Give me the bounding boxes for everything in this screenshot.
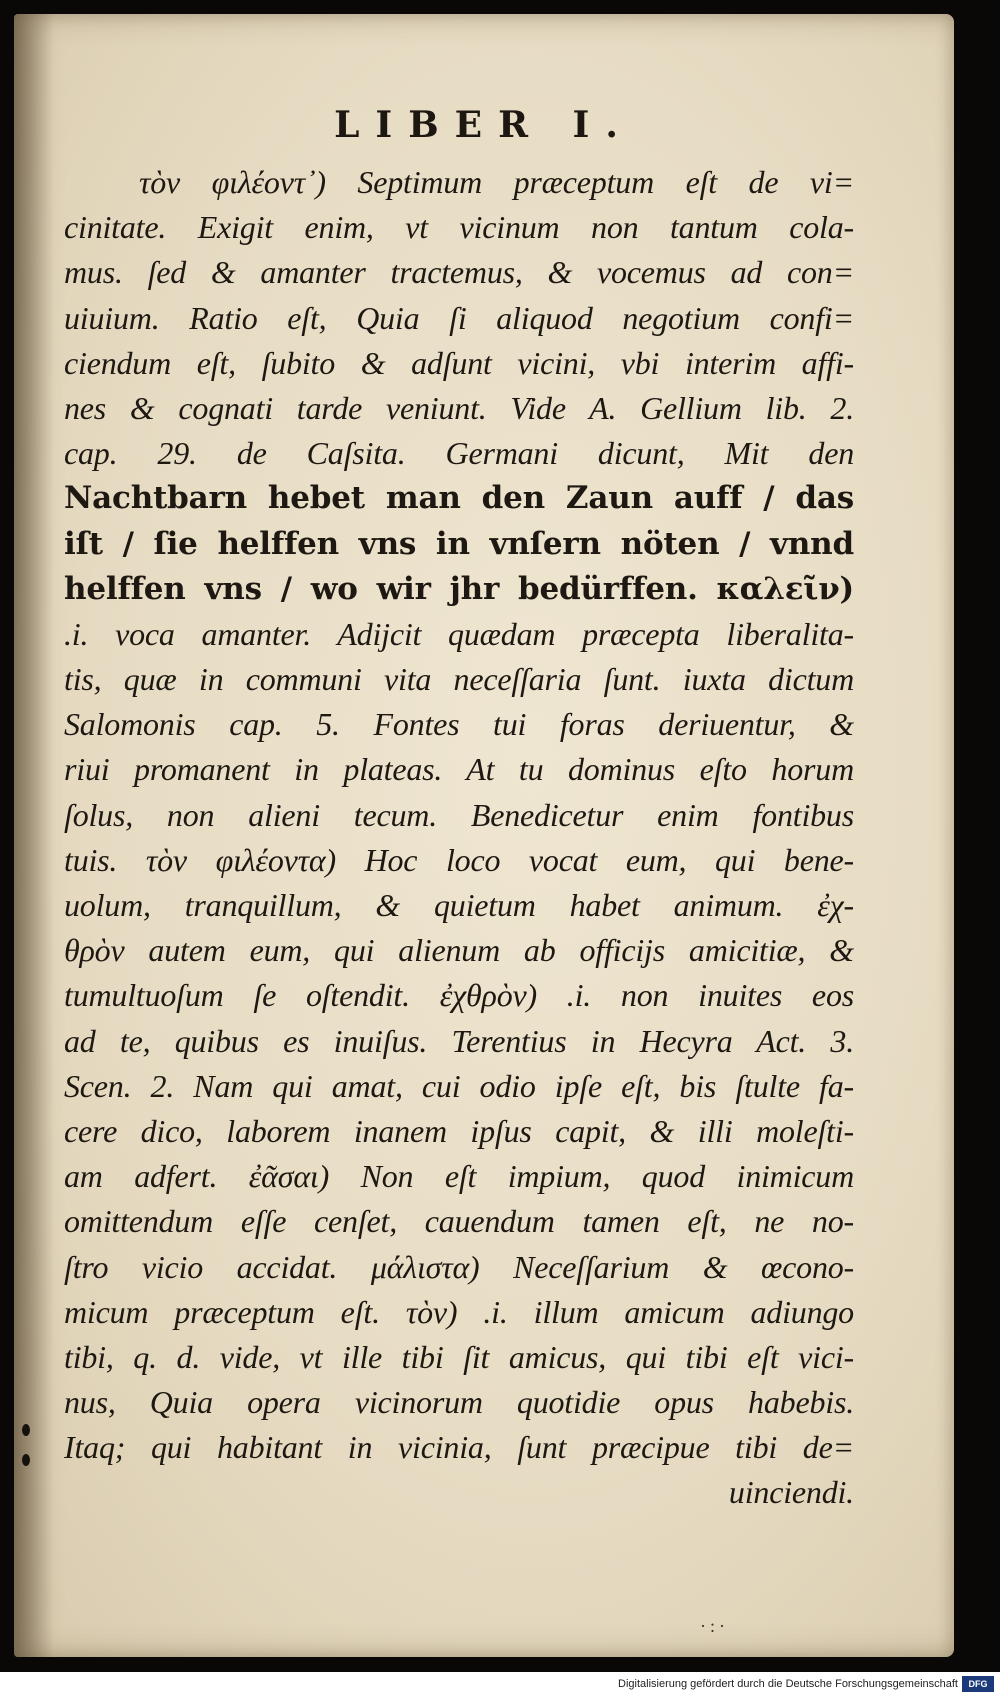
text-line: nes & cognati tarde veniunt. Vide A. Gellium lib. 2. xyxy=(64,389,854,426)
text-line: Nachtbarn hebet man den Zaun auff / das xyxy=(64,480,854,517)
text-line: tumultuoſum ſe oſtendit. ἐχθρὸν) .i. non inuites eos xyxy=(64,977,854,1014)
text-line: helffen vns / wo wir jhr bedürffen. καλεῖν) xyxy=(64,570,854,607)
dfg-logo: DFG xyxy=(962,1676,994,1692)
text-line: Scen. 2. Nam qui amat, cui odio ipſe eſt, bis ſtulte fa- xyxy=(64,1067,854,1104)
body-text xyxy=(64,160,854,1516)
text-line: uiuium. Ratio eſt, Quia ſi aliquod negotium confi= xyxy=(64,299,854,336)
footer-bar xyxy=(0,1672,1000,1697)
footer-credit: Digitalisierung gefördert durch die Deutsche Forschungsgemeinschaft xyxy=(618,1678,958,1690)
text-line: .i. voca amanter. Adijcit quædam præcepta liberalita- xyxy=(64,615,854,652)
gutter-shadow xyxy=(14,14,54,1657)
text-line: cinitate. Exigit enim, vt vicinum non tantum cola- xyxy=(64,209,854,246)
text-line: θρὸν autem eum, qui alienum ab officijs amicitiæ, & xyxy=(64,932,854,969)
text-line: riui promanent in plateas. At tu dominus eſto horum xyxy=(64,751,854,788)
text-line: cere dico, laborem inanem ipſus capit, & illi moleſti- xyxy=(64,1112,854,1149)
text-line: uinciendi. xyxy=(728,1474,854,1511)
text-line: mus. ſed & amanter tractemus, & vocemus ad con= xyxy=(64,254,854,291)
text-line: am adfert. ἐᾶσαι) Non eſt impium, quod inimicum xyxy=(64,1158,854,1195)
book-page xyxy=(14,14,954,1657)
text-line: tuis. τὸν φιλέοντα) Hoc loco vocat eum, qui bene- xyxy=(64,841,854,878)
text-line: τὸν φιλέοντ᾽) Septimum præceptum eſt de vi= xyxy=(139,164,854,200)
text-line: omittendum eſſe cenſet, cauendum tamen eſt, ne no- xyxy=(64,1203,854,1240)
text-line: ciendum eſt, ſubito & adſunt vicini, vbi interim affi- xyxy=(64,344,854,381)
text-line: uolum, tranquillum, & quietum habet animum. ἐχ- xyxy=(64,887,854,923)
text-line: tis, quæ in communi vita neceſſaria ſunt. iuxta dictum xyxy=(64,661,854,698)
text-line: Itaq; qui habitant in vicinia, ſunt præcipue tibi de= xyxy=(64,1429,854,1466)
text-line: micum præceptum eſt. τὸν) .i. illum amicum adiungo xyxy=(64,1293,854,1330)
text-line: ad te, quibus es inuiſus. Terentius in Hecyra Act. 3. xyxy=(64,1022,854,1059)
text-line: tibi, q. d. vide, vt ille tibi ſit amicus, qui tibi eſt vici- xyxy=(64,1338,854,1375)
signature-mark: ·:· xyxy=(700,1616,729,1636)
text-line: cap. 29. de Caſsita. Germani dicunt, Mit den xyxy=(64,435,854,472)
margin-ink-mark xyxy=(22,1454,30,1466)
text-line: nus, Quia opera vicinorum quotidie opus habebis. xyxy=(64,1384,854,1421)
running-head: LIBER I. xyxy=(334,104,634,146)
margin-ink-mark xyxy=(22,1424,30,1436)
text-line: ſolus, non alieni tecum. Benedicetur enim fontibus xyxy=(64,796,854,833)
text-line: iſt / ſie helffen vns in vnſern nöten / vnnd xyxy=(64,525,854,562)
text-line: Salomonis cap. 5. Fontes tui foras deriuentur, & xyxy=(64,706,854,743)
text-line: ſtro vicio accidat. μάλιστα) Neceſſarium & œcono- xyxy=(64,1248,854,1285)
